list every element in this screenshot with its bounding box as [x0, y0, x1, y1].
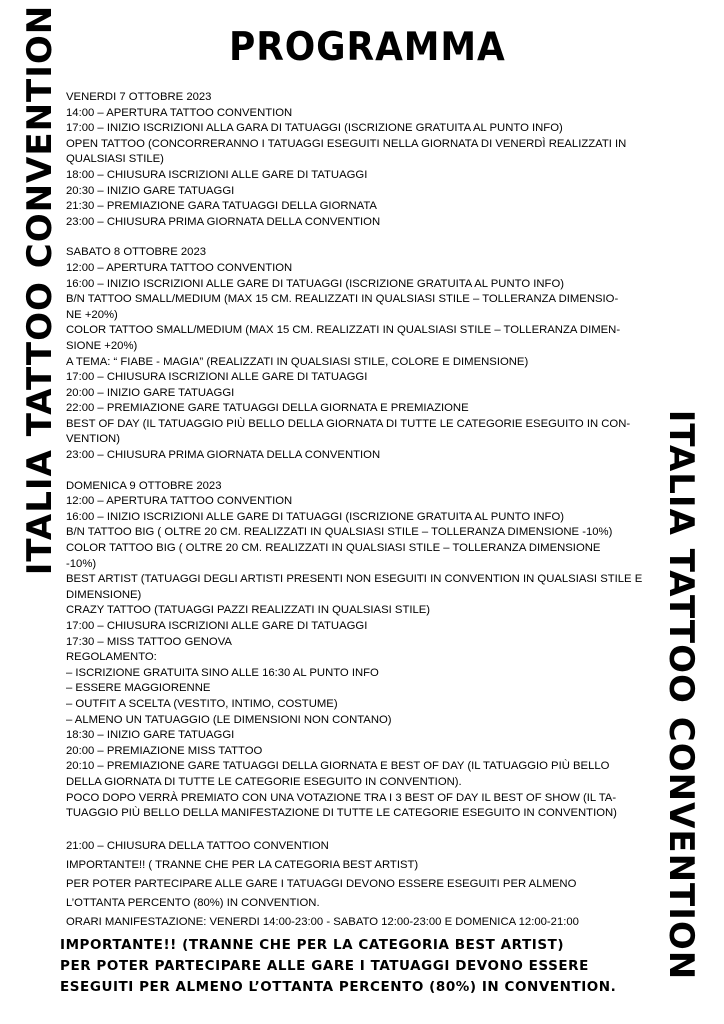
- rules-line: – ISCRIZIONE GRATUITA SINO ALLE 16:30 AL PUNTO INFO: [66, 666, 379, 679]
- program-line: 20:30 – INIZIO GARE TATUAGGI: [66, 184, 235, 197]
- day-saturday: [66, 245, 656, 463]
- day-heading: VENERDI 7 OTTOBRE 2023: [66, 91, 212, 103]
- program-line: BEST OF DAY (IL TATUAGGIO PIÙ BELLO DELLA GIORNATA DI TUTTE LE CATEGORIE ESEGUITO IN CON-: [66, 417, 631, 430]
- program-line: TUAGGIO PIÙ BELLO DELLA MANIFESTAZIONE DI TUTTE LE CATEGORIE ESEGUITO IN CONVENTION): [66, 807, 617, 820]
- important-notice: [60, 935, 660, 998]
- program-line: 20:10 – PREMIAZIONE GARE TATUAGGI DELLA GIORNATA E BEST OF DAY (IL TATUAGGIO PIÙ BELLO: [66, 760, 610, 773]
- program-line: 17:30 – MISS TATTOO GENOVA: [66, 635, 232, 648]
- program-line: 16:00 – INIZIO ISCRIZIONI ALLE GARE DI TATUAGGI (ISCRIZIONE GRATUITA AL PUNTO INFO): [66, 277, 564, 290]
- important-line: ESEGUITI PER ALMENO L’OTTANTA PERCENTO (80%) IN CONVENTION.: [60, 979, 617, 995]
- program-line: 12:00 – APERTURA TATTOO CONVENTION: [66, 261, 293, 274]
- notice-line: PER POTER PARTECIPARE ALLE GARE I TATUAGGI DEVONO ESSERE ESEGUITI PER ALMENO: [66, 877, 577, 890]
- page-title: PROGRAMMA: [229, 25, 506, 70]
- program-line: CRAZY TATTOO (TATUAGGI PAZZI REALIZZATI IN QUALSIASI STILE): [66, 604, 431, 617]
- important-line: PER POTER PARTECIPARE ALLE GARE I TATUAGGI DEVONO ESSERE: [60, 958, 589, 974]
- program-line: 20:00 – INIZIO GARE TATUAGGI: [66, 386, 235, 399]
- rules-line: – ALMENO UN TATUAGGIO (LE DIMENSIONI NON CONTANO): [66, 713, 392, 726]
- rules-line: – OUTFIT A SCELTA (VESTITO, INTIMO, COSTUME): [66, 697, 338, 710]
- program-line: POCO DOPO VERRÀ PREMIATO CON UNA VOTAZIONE TRA I 3 BEST OF DAY IL BEST OF SHOW (IL TA-: [66, 791, 617, 804]
- day-sunday: [66, 479, 656, 822]
- program-line: 23:00 – CHIUSURA PRIMA GIORNATA DELLA CONVENTION: [66, 215, 381, 228]
- program-line: NE +20%): [66, 308, 118, 321]
- program-line: SIONE +20%): [66, 339, 138, 352]
- rules-heading: REGOLAMENTO:: [66, 651, 157, 664]
- program-line: 23:00 – CHIUSURA PRIMA GIORNATA DELLA CONVENTION: [66, 449, 381, 462]
- program-line: VENTION): [66, 433, 120, 446]
- rules-line: – ESSERE MAGGIORENNE: [66, 682, 211, 695]
- program-line: DELLA GIORNATA DI TUTTE LE CATEGORIE ESEGUITO IN CONVENTION).: [66, 775, 462, 788]
- program-content: [66, 90, 656, 932]
- day-heading: SABATO 8 OTTOBRE 2023: [66, 246, 207, 259]
- opening-hours: ORARI MANIFESTAZIONE: VENERDI 14:00-23:00 - SABATO 12:00-23:00 E DOMENICA 12:00-21:00: [66, 915, 579, 928]
- program-line: 17:00 – INIZIO ISCRIZIONI ALLA GARA DI TATUAGGI (ISCRIZIONE GRATUITA AL PUNTO INFO): [66, 122, 563, 135]
- program-line: 20:00 – PREMIAZIONE MISS TATTOO: [66, 744, 263, 757]
- day-heading: DOMENICA 9 OTTOBRE 2023: [66, 479, 222, 492]
- closing-notes: [66, 837, 656, 932]
- program-line: DIMENSIONE): [66, 588, 142, 601]
- notice-line: L’OTTANTA PERCENTO (80%) IN CONVENTION.: [66, 896, 320, 909]
- program-line: 18:30 – INIZIO GARE TATUAGGI: [66, 729, 235, 742]
- program-line: 18:00 – CHIUSURA ISCRIZIONI ALLE GARE DI TATUAGGI: [66, 168, 368, 181]
- closing-line: 21:00 – CHIUSURA DELLA TATTOO CONVENTION: [66, 839, 329, 852]
- day-friday: [66, 90, 656, 230]
- program-line: B/N TATTOO BIG ( OLTRE 20 CM. REALIZZATI IN QUALSIASI STILE – TOLLERANZA DIMENSIONE -10%): [66, 526, 613, 539]
- program-line: COLOR TATTOO BIG ( OLTRE 20 CM. REALIZZATI IN QUALSIASI STILE – TOLLERANZA DIMENSIONE: [66, 542, 601, 555]
- program-line: 12:00 – APERTURA TATTOO CONVENTION: [66, 495, 293, 508]
- program-line: QUALSIASI STILE): [66, 153, 164, 166]
- program-line: BEST ARTIST (TATUAGGI DEGLI ARTISTI PRESENTI NON ESEGUITI IN CONVENTION IN QUALSIASI STILE E: [66, 573, 643, 586]
- program-line: OPEN TATTOO (CONCORRERANNO I TATUAGGI ESEGUITI NELLA GIORNATA DI VENERDÌ REALIZZATI IN: [66, 137, 627, 150]
- side-banner-right: ITALIA TATTOO CONVENTION: [661, 409, 701, 981]
- program-line: -10%): [66, 557, 97, 570]
- program-line: 17:00 – CHIUSURA ISCRIZIONI ALLE GARE DI TATUAGGI: [66, 371, 368, 384]
- program-line: 21:30 – PREMIAZIONE GARA TATUAGGI DELLA GIORNATA: [66, 200, 377, 213]
- important-line: IMPORTANTE!! (TRANNE CHE PER LA CATEGORIA BEST ARTIST): [60, 937, 565, 953]
- program-line: B/N TATTOO SMALL/MEDIUM (MAX 15 CM. REALIZZATI IN QUALSIASI STILE – TOLLERANZA DIMENSIO-: [66, 293, 619, 306]
- notice-line: IMPORTANTE!! ( TRANNE CHE PER LA CATEGORIA BEST ARTIST): [66, 858, 419, 871]
- program-line: A TEMA: “ FIABE - MAGIA” (REALIZZATI IN QUALSIASI STILE, COLORE E DIMENSIONE): [66, 355, 529, 368]
- program-line: 22:00 – PREMIAZIONE GARE TATUAGGI DELLA GIORNATA E PREMIAZIONE: [66, 402, 469, 415]
- program-line: 17:00 – CHIUSURA ISCRIZIONI ALLE GARE DI TATUAGGI: [66, 620, 368, 632]
- side-banner-left: ITALIA TATTOO CONVENTION: [20, 4, 60, 576]
- program-line: 16:00 – INIZIO ISCRIZIONI ALLE GARE DI TATUAGGI (ISCRIZIONE GRATUITA AL PUNTO INFO): [66, 510, 564, 523]
- program-line: COLOR TATTOO SMALL/MEDIUM (MAX 15 CM. REALIZZATI IN QUALSIASI STILE – TOLLERANZA DIMEN-: [66, 324, 621, 337]
- program-line: 14:00 – APERTURA TATTOO CONVENTION: [66, 106, 293, 119]
